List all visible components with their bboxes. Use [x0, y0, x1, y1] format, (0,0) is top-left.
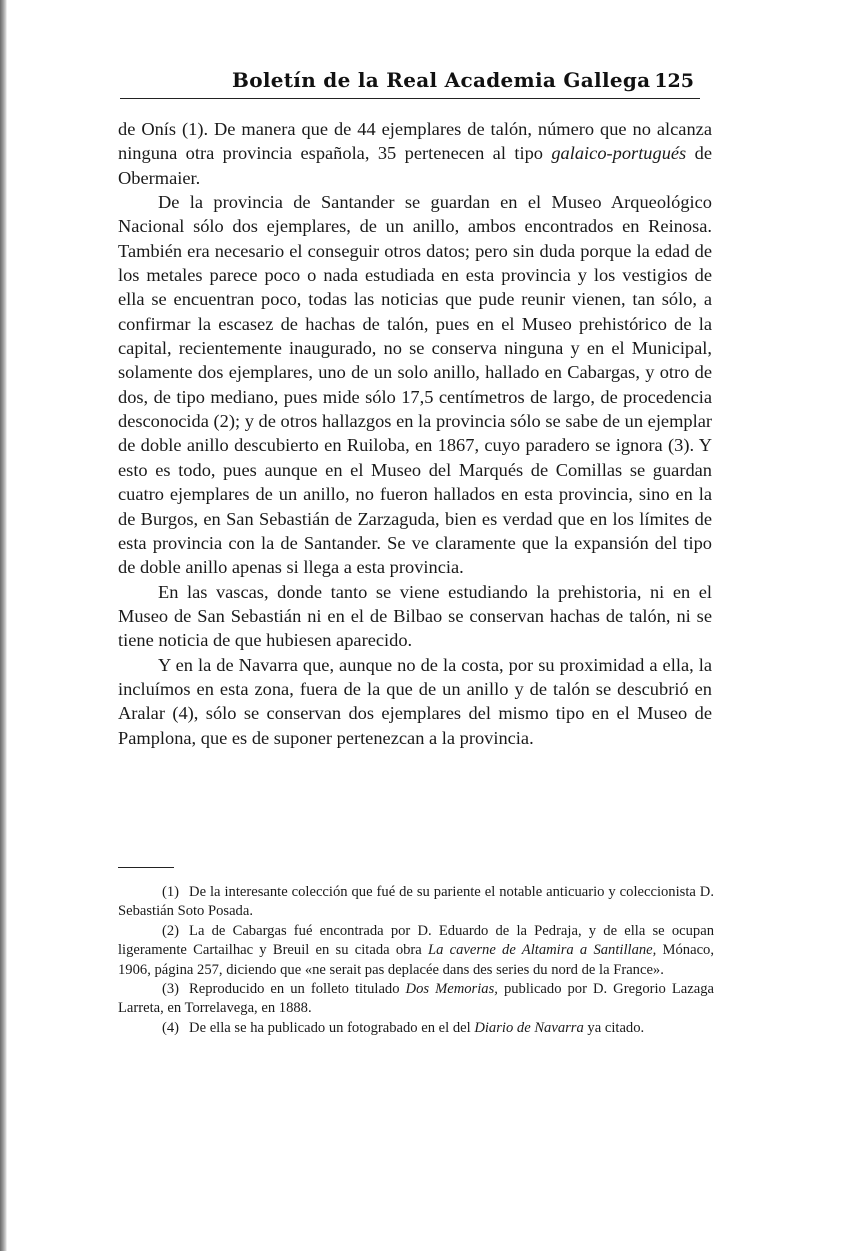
paragraph-text: En las vascas, donde tanto se viene estudiando la prehistoria, ni en el Museo de San Sebastián ni en el de Bilbao se conservan hachas de talón, ni se tiene noticia de que hubiesen aparecido.: [118, 581, 712, 651]
footnote-italic-text: Diario de Navarra: [474, 1019, 584, 1036]
footnote-text: La de Cabargas fué encontrada por D. Eduardo de la Pedraja, y de ella se ocupan ligeramente Cartailhac y Breuil en su citada obra: [118, 922, 714, 959]
paragraph-italic-text: galaico-portugués: [551, 143, 687, 164]
footnote: [118, 883, 714, 922]
footnote-italic-text: Dos Memorias,: [405, 981, 498, 998]
footnote-text: Mónaco, 1906, página 257, diciendo que «ne serait pas deplacée dans des series du nord de la France».: [118, 942, 714, 978]
paragraph-text: Y en la de Navarra que, aunque no de la costa, por su proximidad a ella, la incluímos en esta zona, fuera de la que de un anillo y de talón se descubrió en Aralar (4), sólo se conservan dos ejemplares del mismo tipo en el Museo de Pamplona, que es de suponer pertenezcan a la provincia.: [118, 654, 712, 748]
journal-title: Boletín de la Real Academia Gallega: [232, 68, 651, 92]
footnote-italic-text: La caverne de Altamira a Santillane,: [428, 942, 657, 959]
paragraph: [118, 580, 712, 653]
footnote-text: ya citado.: [583, 1019, 645, 1036]
header-rule: [120, 98, 700, 99]
paragraph-text: De la provincia de Santander se guardan en el Museo Arqueológico Nacional sólo dos ejemplares, de un anillo, ambos encontrados en Reinosa. También era necesario el conseguir otros datos; pero sin duda porque la edad de los metales parece poco o nada estudiada en esta provincia y los vestigios de ella se encuentran poco, todas las noticias que pude reunir vienen, tan sólo, a confirmar la escasez de hachas de talón, pues en el Museo prehistórico de la capital, recientemente inaugurado, no se conserva ninguna y en el Municipal, solamente dos ejemplares, uno de un solo anillo, hallado en Cabargas, y otro de dos, de tipo mediano, pues mide sólo 17,5 centímetros de largo, de procedencia desconocida (2); y de otros hallazgos en la provincia sólo se sabe de un ejemplar de doble anillo descubierto en Ruiloba, en 1867, cuyo paradero se ignora (3). Y esto es todo, pues aunque en el Museo del Marqués de Comillas se guardan cuatro ejemplares de un anillo, no fueron hallados en esta provincia, sino en la de Burgos, en San Sebastián de Zarzaguda, bien es verdad que en los límites de esta provincia con la de Santander. Se ve claramente que la expansión del tipo de doble anillo apenas si llega a esta provincia.: [118, 192, 712, 578]
footnote-number: (4): [162, 1019, 180, 1036]
footnote-text: De la interesante colección que fué de su pariente el notable anticuario y coleccionista D. Sebastián Soto Posada.: [118, 884, 714, 920]
paragraph-text: de Obermaier.: [118, 143, 712, 188]
footnote-number: (2): [162, 922, 180, 939]
footnotes: [118, 883, 714, 1038]
footnote: [118, 980, 714, 1019]
footnote: [118, 1019, 714, 1038]
paragraph: [118, 190, 712, 580]
body-text: [118, 117, 712, 750]
footnote-text: Reproducido en un folleto titulado: [189, 981, 406, 998]
footnote-text: publicado por D. Gregorio Lazaga Larreta, en Torrelavega, en 1888.: [118, 981, 714, 1017]
footnote-number: (1): [162, 884, 180, 900]
footnote-number: (3): [162, 981, 180, 998]
page-binding-edge: [0, 0, 7, 1251]
paragraph-text: de Onís (1). De manera que de 44 ejemplares de talón, número que no alcanza ninguna otra provincia española, 35 pertenecen al tipo: [118, 119, 712, 164]
page-number: 125: [654, 70, 694, 92]
paragraph: [118, 653, 712, 750]
running-header: [120, 64, 700, 100]
paragraph: [118, 117, 712, 190]
footnote-separator: [118, 867, 174, 868]
footnote-text: De ella se ha publicado un fotograbado en el del: [189, 1019, 475, 1036]
footnote: [118, 922, 714, 980]
